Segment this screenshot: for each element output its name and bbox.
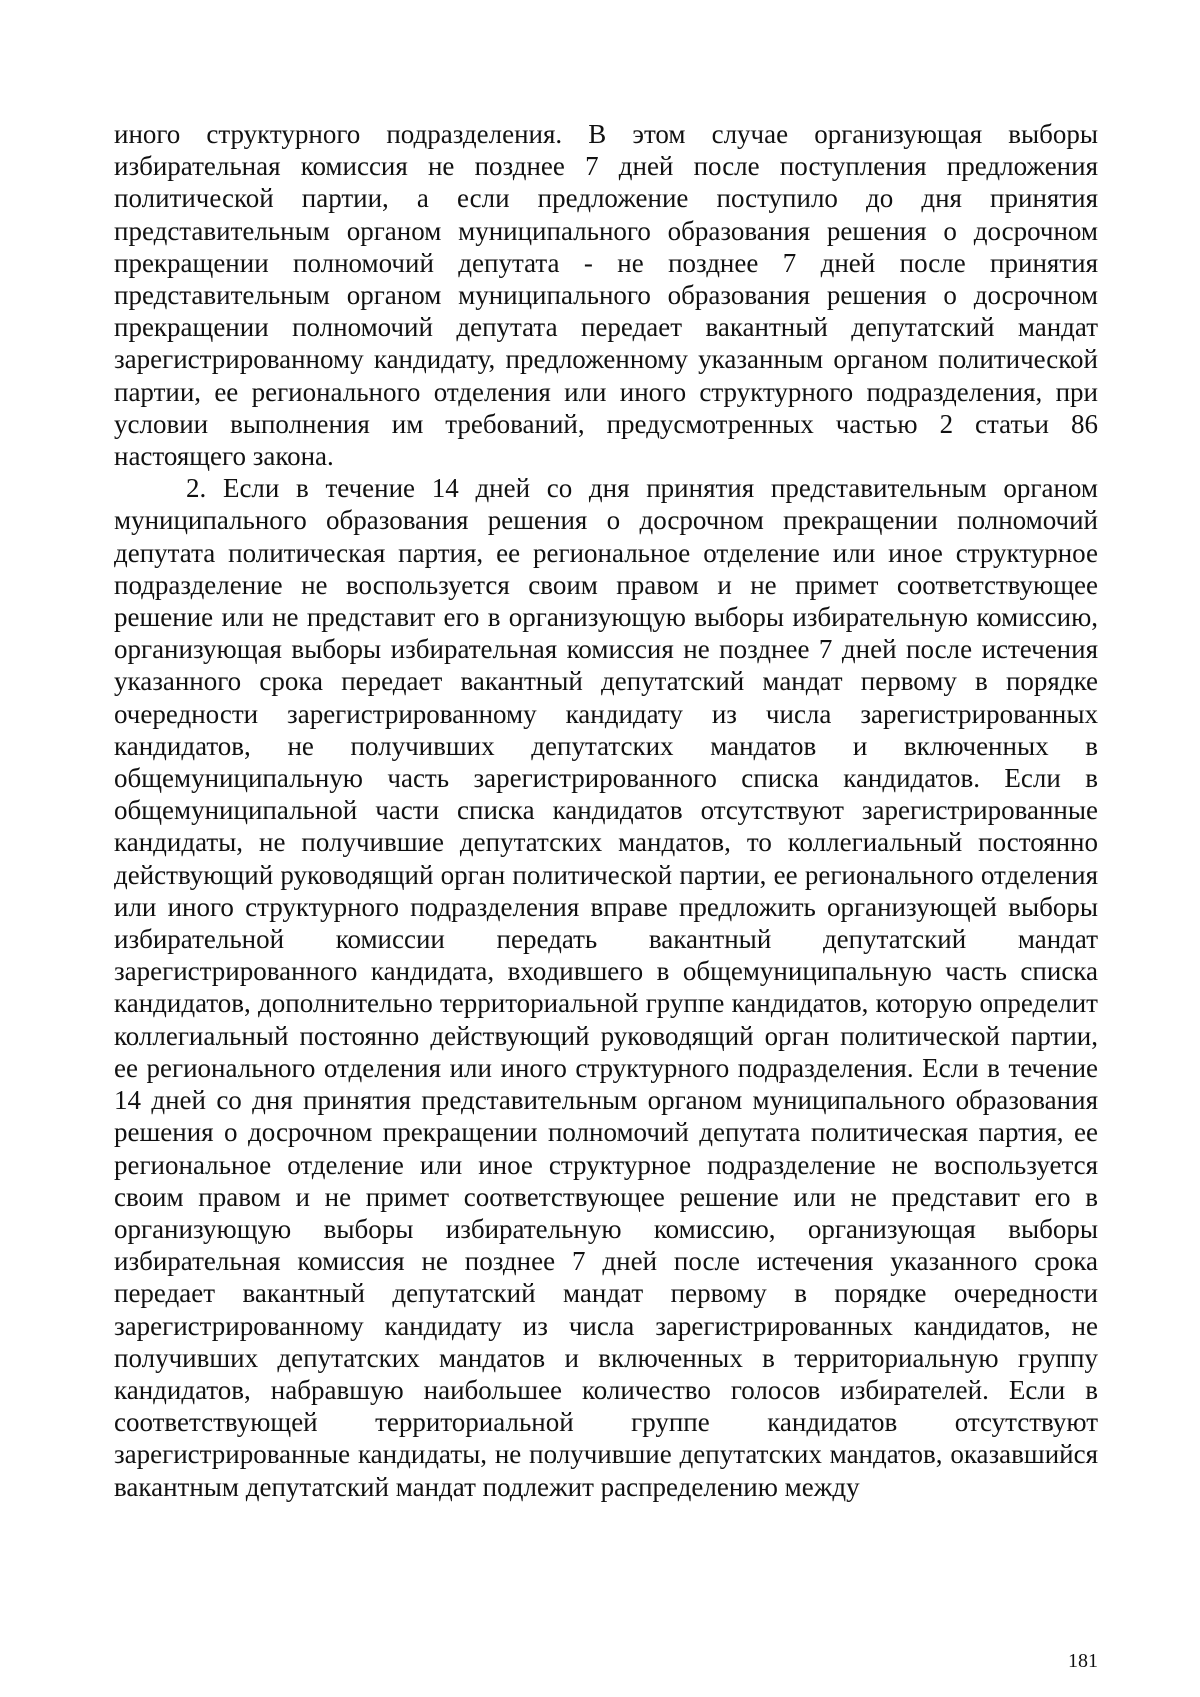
paragraph-item-2: 2. Если в течение 14 дней со дня принятия представительным органом муниципального образования решения о досрочном прекращении полномочий депутата политическая партия, ее региональное отделение или иное структурное подразделение не воспользуется своим правом и не примет соответствующее решение или не представит его в организующую выборы избирательную комиссию, организующая выборы избирательная комиссия не позднее 7 дней после истечения указанного срока передает вакантный депутатский мандат первому в порядке очередности зарегистрированному кандидату из числа зарегистрированных кандидатов, не получивших депутатских мандатов и включенных в общемуниципальную часть зарегистрированного списка кандидатов. Если в общемуниципальной части списка кандидатов отсутствуют зарегистрированные кандидаты, не получившие депутатских мандатов, то коллегиальный постоянно действующий руководящий орган политической партии, ее регионального отделения или иного структурного подразделения вправе предложить организующей выборы избирательной комиссии передать вакантный депутатский мандат зарегистрированного кандидата, входившего в общемуниципальную часть списка кандидатов, дополнительно территориальной группе кандидатов, которую определит коллегиальный постоянно действующий руководящий орган политической партии, ее регионального отделения или иного структурного подразделения. Если в течение 14 дней со дня принятия представительным органом муниципального образования решения о досрочном прекращении полномочий депутата политическая партия, ее региональное отделение или иное структурное подразделение не воспользуется своим правом и не примет соответствующее решение или не представит его в организующую выборы избирательную комиссию, организующая выборы избирательная комиссия не позднее 7 дней после истечения указанного срока передает вакантный депутатский мандат первому в порядке очередности зарегистрированному кандидату из числа зарегистрированных кандидатов, не получивших депутатских мандатов и включенных в территориальную группу кандидатов, набравшую наибольшее количество голосов избирателей. Если в соответствующей территориальной группе кандидатов отсутствуют зарегистрированные кандидаты, не получившие депутатских мандатов, оказавшийся вакантным депутатский мандат подлежит распределению между <box>114 473 1098 1502</box>
page-number: 181 <box>1068 1650 1098 1672</box>
document-body <box>114 118 1098 1503</box>
paragraph-continuation: иного структурного подразделения. В этом случае организующая выборы избирательная комиссия не позднее 7 дней после поступления предложения политической партии, а если предложение поступило до дня принятия представительным органом муниципального образования решения о досрочном прекращении полномочий депутата - не позднее 7 дней после принятия представительным органом муниципального образования решения о досрочном прекращении полномочий депутата передает вакантный депутатский мандат зарегистрированному кандидату, предложенному указанным органом политической партии, ее регионального отделения или иного структурного подразделения, при условии выполнения им требований, предусмотренных частью 2 статьи 86 настоящего закона. <box>114 119 1098 472</box>
